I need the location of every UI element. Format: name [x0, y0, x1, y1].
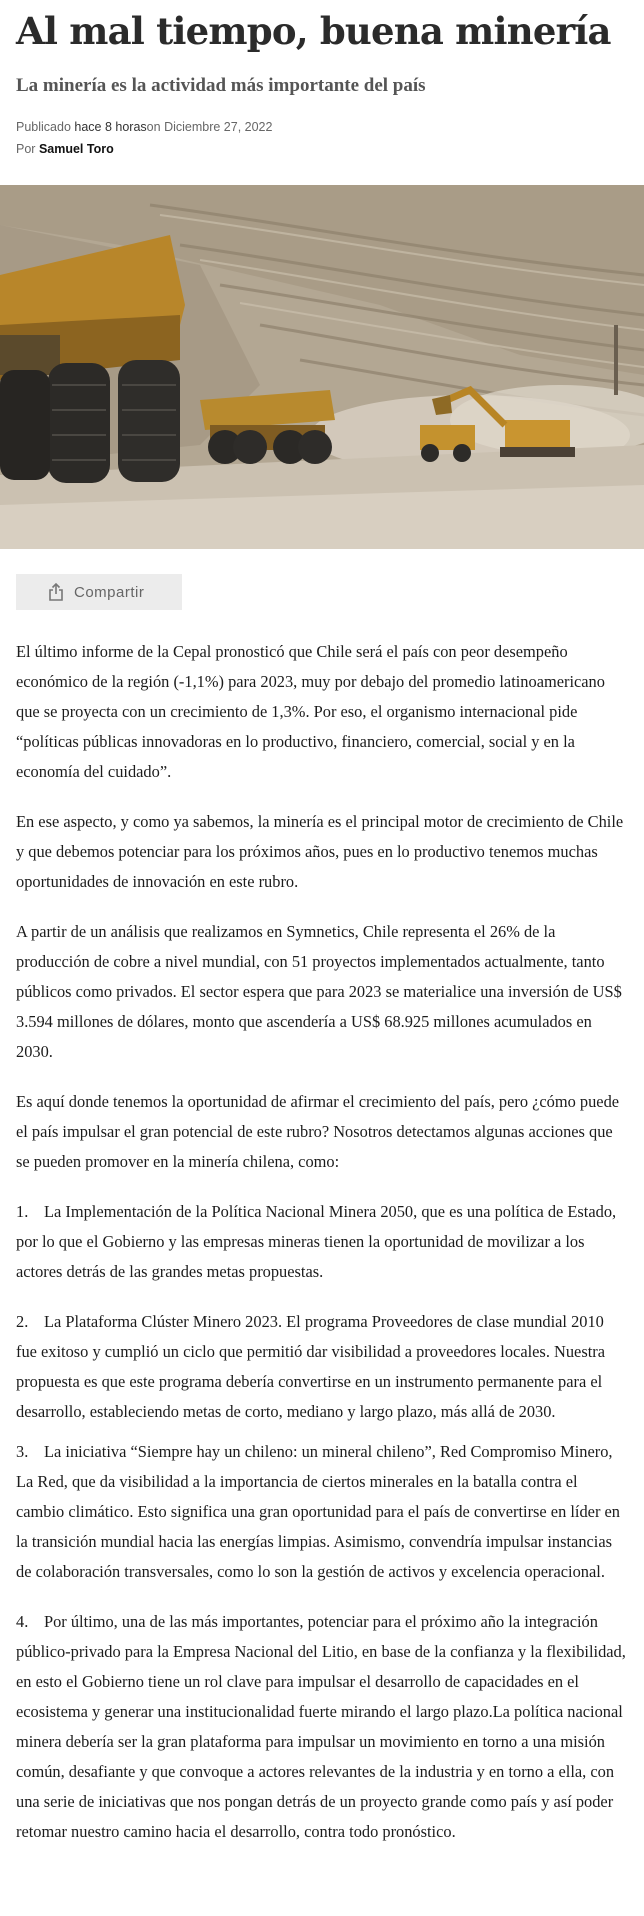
author-info	[16, 140, 628, 158]
author-link[interactable]: Samuel Toro	[38, 142, 114, 156]
article-body	[0, 610, 644, 1847]
share-label: Compartir	[74, 583, 145, 601]
publish-info	[16, 118, 628, 136]
paragraph-4: Es aquí donde tenemos la oportunidad de afirmar el crecimiento del país, pero ¿cómo puede el país impulsar el gran potencial de este rubro? Nosotros detectamos algunas acciones que se pueden promover en la minería chilena, como:	[16, 1092, 620, 1171]
list-item-2	[16, 1307, 628, 1427]
paragraph-2: En ese aspecto, y como ya sabemos, la minería es el principal motor de crecimiento de Chile y que debemos potenciar para los próximos años, pues en lo productivo tenemos muchas oportunidades de innovación en este rubro.	[16, 812, 624, 891]
article-title: Al mal tiempo, buena minería	[16, 9, 611, 53]
list-item-text: La iniciativa “Siempre hay un chileno: un mineral chileno”, Red Compromiso Minero, La Red, que da visibilidad a la importancia de ciertos minerales en la batalla contra el cambio climático. Esto significa una gran oportunidad para el país de convertirse en líder en la transición mundial hacia las energías limpias. Asimismo, convendría impulsar instancias de colaboración transversales, como lo son la gestión de activos y excelencia operacional.	[16, 1442, 620, 1581]
paragraph-3: A partir de un análisis que realizamos en Symnetics, Chile representa el 26% de la producción de cobre a nivel mundial, con 51 proyectos implementados actualmente, tanto públicos como privados. El sector espera que para 2023 se materialice una inversión de US$ 3.594 millones de dólares, monto que ascendería a US$ 68.925 millones acumulados en 2030.	[16, 922, 622, 1061]
share-icon	[48, 583, 64, 601]
list-item-number: 2.	[16, 1312, 29, 1331]
list-item-1	[16, 1197, 628, 1287]
share-button[interactable]	[16, 574, 182, 610]
paragraph-1: El último informe de la Cepal pronosticó que Chile será el país con peor desempeño económico de la región (-1,1%) para 2023, muy por debajo del promedio latinoamericano que se proyecta con un crecimiento de 1,3%. Por eso, el organismo internacional pide “políticas públicas innovadoras en lo productivo, financiero, comercial, social y en la economía del cuidado”.	[16, 642, 605, 781]
mine-illustration	[0, 185, 644, 549]
list-item-number: 3.	[16, 1442, 29, 1461]
list-item-number: 4.	[16, 1612, 29, 1631]
haul-truck-large	[0, 235, 185, 483]
share-section	[0, 549, 644, 610]
published-prefix: Publicado	[16, 120, 71, 134]
list-item-text: La Implementación de la Política Nacional Minera 2050, que es una política de Estado, por lo que el Gobierno y las empresas mineras tienen la oportunidad de movilizar a los actores detrás de las grandes metas propuestas.	[16, 1202, 617, 1281]
author-prefix: Por	[16, 142, 36, 156]
published-relative: hace 8 horas	[74, 120, 147, 134]
list-item-number: 1.	[16, 1202, 29, 1221]
list-item-3	[16, 1437, 628, 1587]
list-item-text: La Plataforma Clúster Minero 2023. El programa Proveedores de clase mundial 2010 fue exitoso y cumplió un ciclo que permitió dar visibilidad a proveedores locales. Nuestra propuesta es que este programa debería convertirse en un instrumento permanente para el desarrollo, estableciendo metas de corto, mediano y largo plazo, más allá de 2030.	[16, 1312, 605, 1421]
hero-image-mining-trucks	[0, 185, 644, 549]
published-date: Diciembre 27, 2022	[164, 120, 273, 134]
article-header	[0, 0, 644, 158]
list-item-text: Por último, una de las más importantes, potenciar para el próximo año la integración público-privado para la Empresa Nacional del Litio, en base de la confianza y la flexibilidad, en esto el Gobierno tiene un rol clave para impulsar el desarrollo de capacidades en el ecosistema y generar una institucionalidad fuerte mirando el largo plazo.La política nacional minera debería ser la gran plataforma para impulsar un movimiento en torno a una misión común, desafiante y que convoque a actores relevantes de la industria y en torno a ella, con una serie de iniciativas que nos pongan detrás de un proyecto grande como país y así poder retomar nuestro camino hacia el desarrollo, contra todo pronóstico.	[16, 1612, 626, 1841]
published-on: on	[146, 120, 161, 134]
article-meta	[16, 118, 628, 158]
list-item-4	[16, 1607, 628, 1847]
article-subtitle: La minería es la actividad más importante del país	[16, 75, 426, 96]
